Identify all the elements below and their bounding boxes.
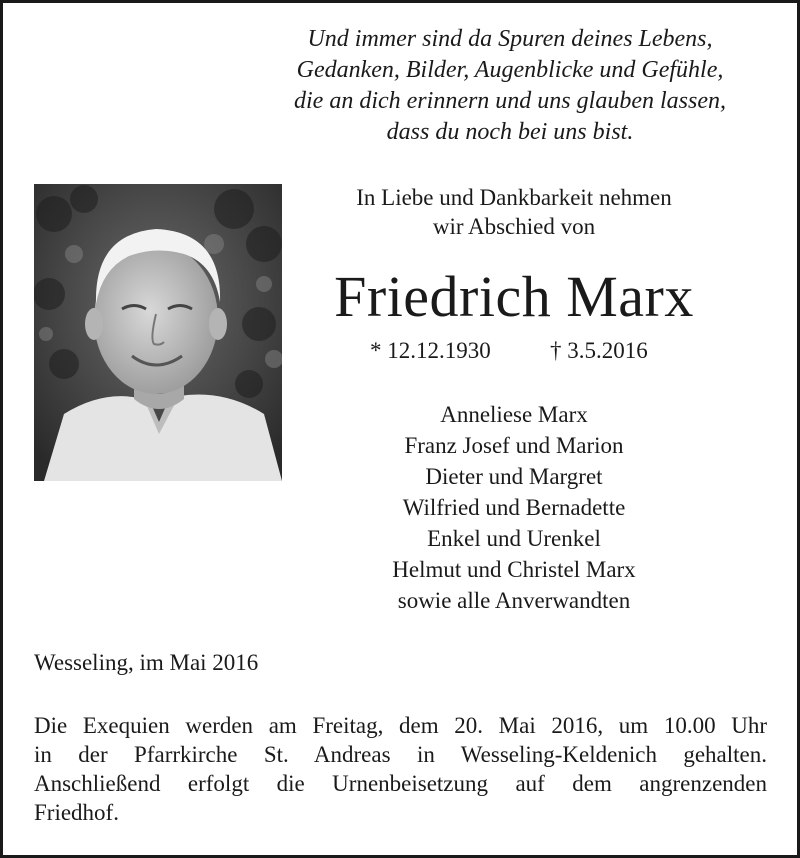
mourner-entry: sowie alle Anverwandten [397, 588, 631, 613]
notice-line: Anschließend erfolgt die Urnenbeisetzung auf dem angrenzenden [34, 771, 767, 796]
poem-line: dass du noch bei uns bist. [386, 119, 634, 145]
mourner-entry: Wilfried und Bernadette [402, 495, 626, 520]
poem-line: Und immer sind da Spuren deines Lebens, [307, 26, 713, 52]
mourners-list [300, 399, 728, 616]
poem-line: die an dich erinnern und uns glauben lassen, [294, 88, 726, 114]
mourner-entry: Dieter und Margret [425, 464, 603, 489]
notice-line: in der Pfarrkirche St. Andreas in Wesseling-Keldenich gehalten. [34, 742, 767, 767]
poem-line: Gedanken, Bilder, Augenblicke und Gefühle, [296, 57, 724, 83]
place-and-date: Wesseling, im Mai 2016 [34, 650, 259, 675]
mourner-entry: Franz Josef und Marion [404, 433, 624, 458]
deceased-name: Friedrich Marx [334, 264, 694, 329]
portrait-illustration [34, 184, 282, 481]
mourner-entry: Helmut und Christel Marx [392, 557, 636, 582]
intro-line: wir Abschied von [432, 214, 596, 239]
mourner-entry: Anneliese Marx [440, 402, 588, 427]
funeral-notice [34, 711, 767, 827]
death-date: † 3.5.2016 [550, 338, 648, 363]
birth-date: * 12.12.1930 [370, 338, 491, 363]
notice-line: Friedhof. [34, 800, 119, 825]
portrait-photo [34, 184, 282, 481]
notice-line: Die Exequien werden am Freitag, dem 20. Mai 2016, um 10.00 Uhr [34, 713, 767, 738]
memorial-poem [260, 24, 760, 148]
mourner-entry: Enkel und Urenkel [427, 526, 601, 551]
intro-line: In Liebe und Dankbarkeit nehmen [356, 185, 672, 210]
farewell-intro [300, 183, 728, 241]
